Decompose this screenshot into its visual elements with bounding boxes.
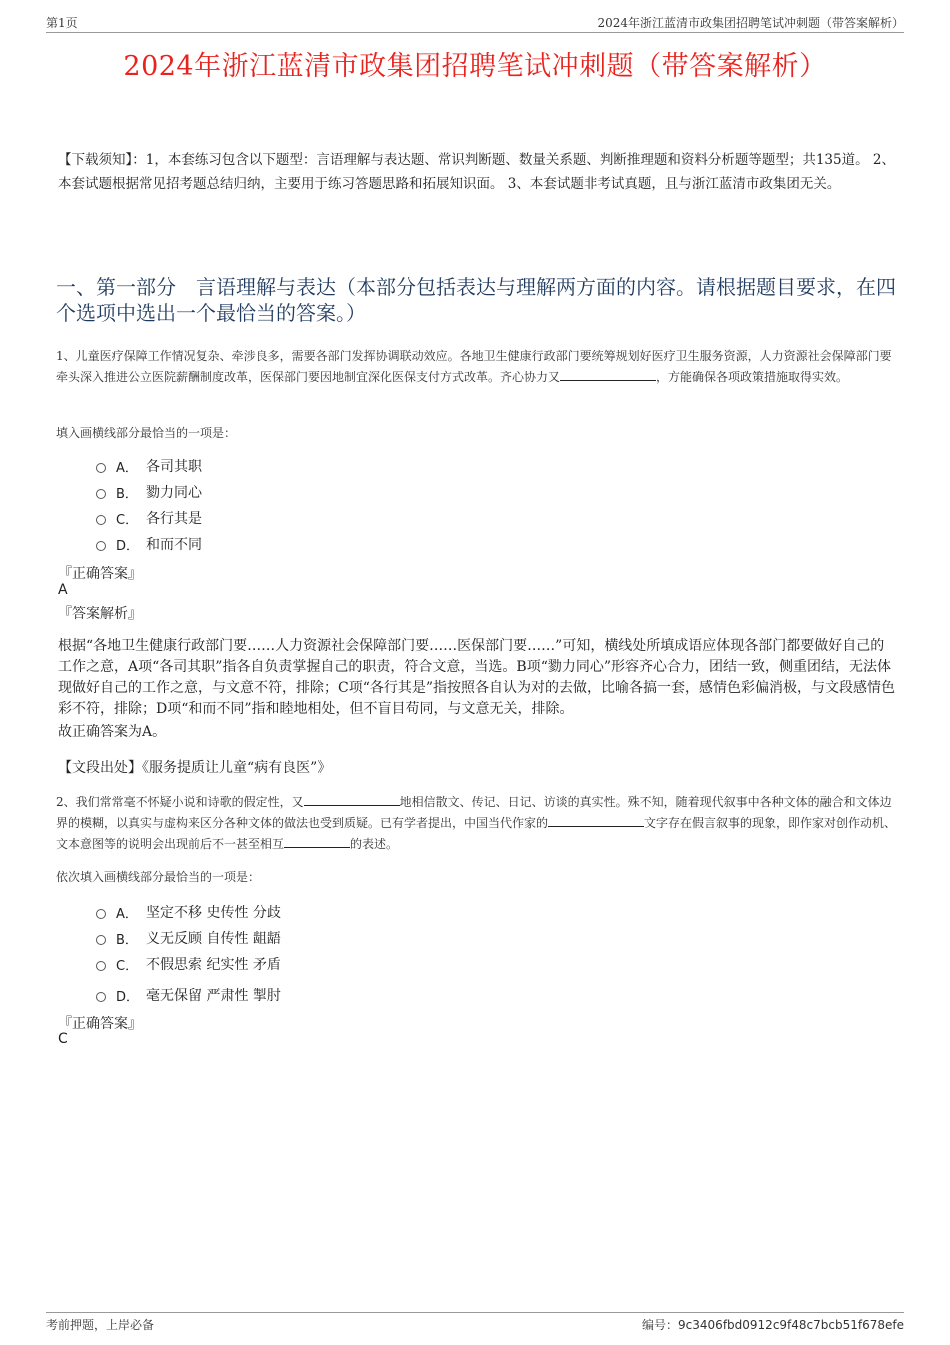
radio-icon[interactable] bbox=[96, 992, 106, 1002]
document-title: 2024年浙江蓝清市政集团招聘笔试冲刺题（带答案解析） bbox=[123, 51, 827, 82]
question-1-conclusion: 故正确答案为A。 bbox=[58, 724, 167, 740]
radio-icon[interactable] bbox=[96, 489, 106, 499]
question-1-source: 【文段出处】《服务提质让儿童“病有良医”》 bbox=[58, 760, 332, 776]
question-1-option-b[interactable]: B． 勠力同心 bbox=[96, 482, 202, 502]
running-header-title: 2024年浙江蓝清市政集团招聘笔试冲刺题（带答案解析） bbox=[597, 16, 904, 30]
question-1-text-before: 1、儿童医疗保障工作情况复杂、牵涉良多，需要各部门发挥协调联动效应。各地卫生健康行政部门要统筹规划好医疗卫生服务资源，人力资源社会保障部门要牵头深入推进公立医院薪酬制度改革，医保部门要因地制宜深化医保支付方式改革。齐心协力又 bbox=[56, 349, 892, 384]
question-1-answer: A bbox=[58, 582, 68, 598]
question-2-option-a[interactable]: A． 坚定不移 史传性 分歧 bbox=[96, 902, 281, 922]
question-2-answer-label: 『正确答案』 bbox=[58, 1016, 142, 1032]
question-1-prompt: 填入画横线部分最恰当的一项是： bbox=[56, 426, 237, 440]
question-1-analysis: 根据“各地卫生健康行政部门要……人力资源社会保障部门要……医保部门要……”可知，横线处所填成语应体现各部门都要做好自己的工作之意，A项“各司其职”指各自负责掌握自己的职责，符合文意，当选。B项“勠力同心”形容齐心合力，团结一致，侧重团结，无法体现做好自己的工作之意，与文意不符，排除；C项“各行其是”指按照各自认为对的去做，比喻各搞一套，感情色彩偏消极，与文段感情色彩不符，排除；D项“和而不同”指和睦地相处，但不盲目苟同，与文意无关，排除。 bbox=[58, 638, 896, 717]
document-code-value: 9c3406fbd0912c9f48c7bcb51f678efe bbox=[678, 1318, 904, 1332]
radio-icon[interactable] bbox=[96, 935, 106, 945]
answer-blank bbox=[304, 793, 400, 806]
question-2-answer: C bbox=[58, 1031, 68, 1047]
question-2-option-c[interactable]: C． 不假思索 纪实性 矛盾 bbox=[96, 954, 281, 974]
question-2-option-d[interactable]: D． 毫无保留 严肃性 掣肘 bbox=[96, 985, 281, 1005]
radio-icon[interactable] bbox=[96, 515, 106, 525]
question-2-prompt: 依次填入画横线部分最恰当的一项是： bbox=[56, 870, 261, 884]
question-1-text bbox=[56, 346, 898, 388]
question-2-option-b[interactable]: B． 义无反顾 自传性 龃龉 bbox=[96, 928, 281, 948]
answer-blank bbox=[560, 368, 656, 381]
question-1-answer-label: 『正确答案』 bbox=[58, 566, 142, 582]
question-1-option-a[interactable]: A． 各司其职 bbox=[96, 456, 202, 476]
document-code-label: 编号： bbox=[642, 1318, 679, 1332]
download-notice: 【下载须知】：1，本套练习包含以下题型：言语理解与表达题、常识判断题、数量关系题、判断推理题和资料分析题等题型；共135道。 2、本套试题根据常见招考题总结归纳，主要用于练习答题思路和拓展知识面。 3、本套试题非考试真题，且与浙江蓝清市政集团无关。 bbox=[58, 152, 895, 192]
radio-icon[interactable] bbox=[96, 961, 106, 971]
radio-icon[interactable] bbox=[96, 463, 106, 473]
section-heading: 一、第一部分 言语理解与表达（本部分包括表达与理解两方面的内容。请根据题目要求，在四个选项中选出一个最恰当的答案。） bbox=[56, 275, 896, 325]
answer-blank bbox=[548, 814, 644, 827]
question-1-text-after: ，方能确保各项政策措施取得实效。 bbox=[656, 370, 849, 384]
question-1-option-d[interactable]: D． 和而不同 bbox=[96, 534, 202, 554]
footer-slogan: 考前押题，上岸必备 bbox=[46, 1318, 155, 1332]
header-divider bbox=[46, 32, 904, 33]
footer-divider bbox=[46, 1312, 904, 1313]
question-1-analysis-label: 『答案解析』 bbox=[58, 606, 142, 622]
answer-blank bbox=[284, 835, 350, 848]
document-code bbox=[642, 1316, 904, 1333]
question-2-text: 2、我们常常毫不怀疑小说和诗歌的假定性，又 地相信散文、传记、日记、访谈的真实性。殊不知，随着现代叙事中各种文体的融合和文体边界的模糊，以真实与虚构来区分各种文体的做法也受到质疑。已有学者提出，中国当代作家的 文字存在假言叙事的现象，即作家对创作动机、文本意图等的说明会出现前后不一甚至相互 的表述。 bbox=[56, 795, 897, 851]
page-number: 第1页 bbox=[46, 16, 78, 30]
radio-icon[interactable] bbox=[96, 909, 106, 919]
question-1-option-c[interactable]: C． 各行其是 bbox=[96, 508, 202, 528]
radio-icon[interactable] bbox=[96, 541, 106, 551]
